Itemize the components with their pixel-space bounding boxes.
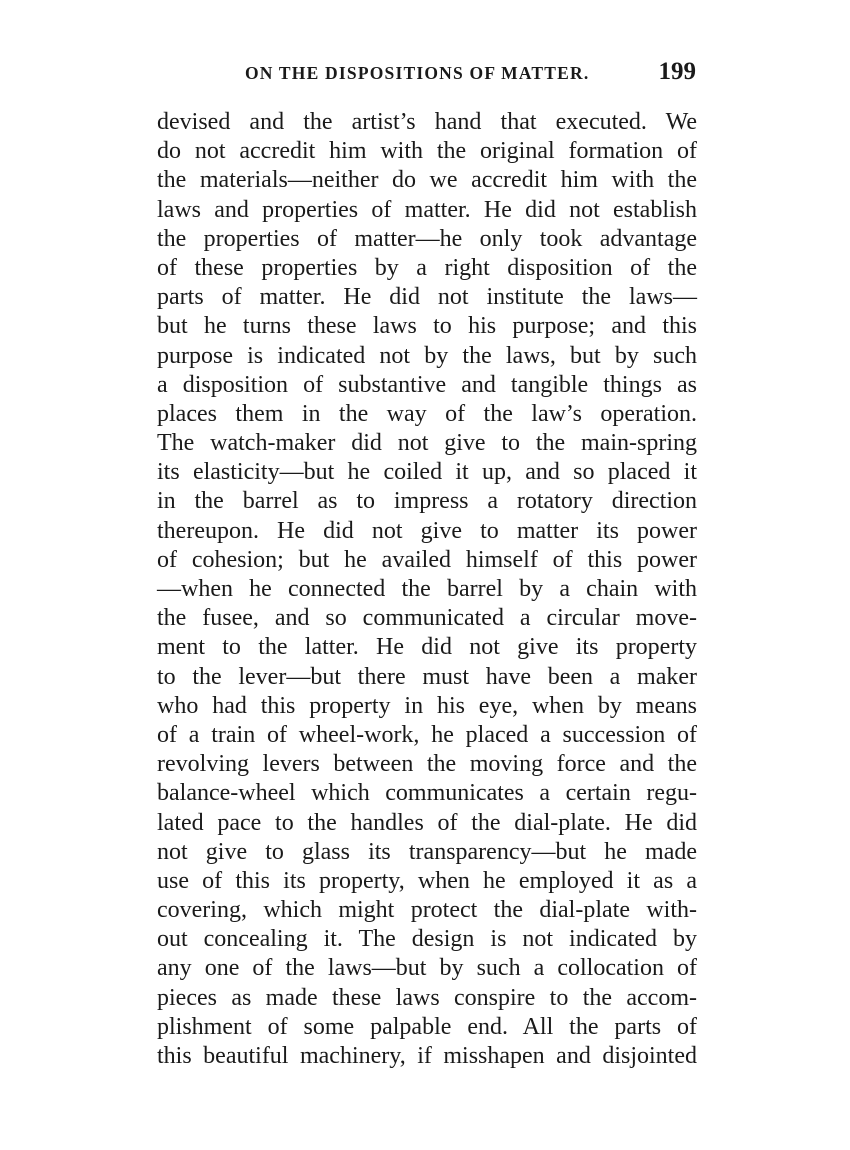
- text-line: in the barrel as to impress a rotatory direction: [157, 488, 697, 515]
- text-line: use of this its property, when he employed it as a: [157, 867, 697, 894]
- text-line: of cohesion; but he availed himself of this power: [157, 546, 697, 573]
- running-title: ON THE DISPOSITIONS OF MATTER.: [245, 63, 590, 83]
- text-line: a disposition of substantive and tangible things as: [157, 371, 697, 398]
- text-line: of a train of wheel-work, he placed a succession of: [157, 721, 697, 748]
- text-line: the properties of matter—he only took advantage: [157, 225, 697, 252]
- text-line: the materials—neither do we accredit him with the: [157, 167, 697, 194]
- text-line: The watch-maker did not give to the main-spring: [157, 430, 697, 457]
- running-head: [157, 58, 697, 91]
- text-line: revolving levers between the moving force and the: [157, 751, 697, 778]
- text-line: devised and the artist’s hand that executed. We: [157, 109, 697, 135]
- text-line: covering, which might protect the dial-plate with-: [157, 897, 697, 924]
- text-line: this beautiful machinery, if misshapen and disjointed: [157, 1043, 697, 1069]
- text-line: do not accredit him with the original formation of: [157, 138, 697, 165]
- text-line: balance-wheel which communicates a certain regu-: [157, 780, 697, 807]
- text-line: not give to glass its transparency—but he made: [157, 838, 697, 865]
- text-line: the fusee, and so communicated a circular move-: [157, 605, 697, 632]
- text-line: parts of matter. He did not institute the laws—: [157, 284, 697, 311]
- text-line: out concealing it. The design is not indicated by: [157, 926, 697, 953]
- text-line: laws and properties of matter. He did not establish: [157, 196, 697, 223]
- text-line: ment to the latter. He did not give its property: [157, 634, 697, 661]
- page-number: 199: [658, 58, 696, 85]
- text-line: its elasticity—but he coiled it up, and so placed it: [157, 459, 697, 486]
- text-line: to the lever—but there must have been a maker: [157, 663, 697, 690]
- text-line: purpose is indicated not by the laws, but by such: [157, 342, 697, 369]
- text-line: but he turns these laws to his purpose; and this: [157, 313, 697, 340]
- body-text: [157, 108, 697, 1071]
- text-line: pieces as made these laws conspire to the accom-: [157, 984, 697, 1011]
- text-line: any one of the laws—but by such a collocation of: [157, 955, 697, 982]
- text-line: lated pace to the handles of the dial-plate. He did: [157, 809, 697, 836]
- text-line: of these properties by a right disposition of the: [157, 254, 697, 281]
- text-line: who had this property in his eye, when by means: [157, 692, 697, 719]
- text-line: places them in the way of the law’s operation.: [157, 400, 697, 427]
- text-line: —when he connected the barrel by a chain with: [157, 576, 697, 602]
- text-line: plishment of some palpable end. All the parts of: [157, 1013, 697, 1040]
- text-line: thereupon. He did not give to matter its power: [157, 517, 697, 544]
